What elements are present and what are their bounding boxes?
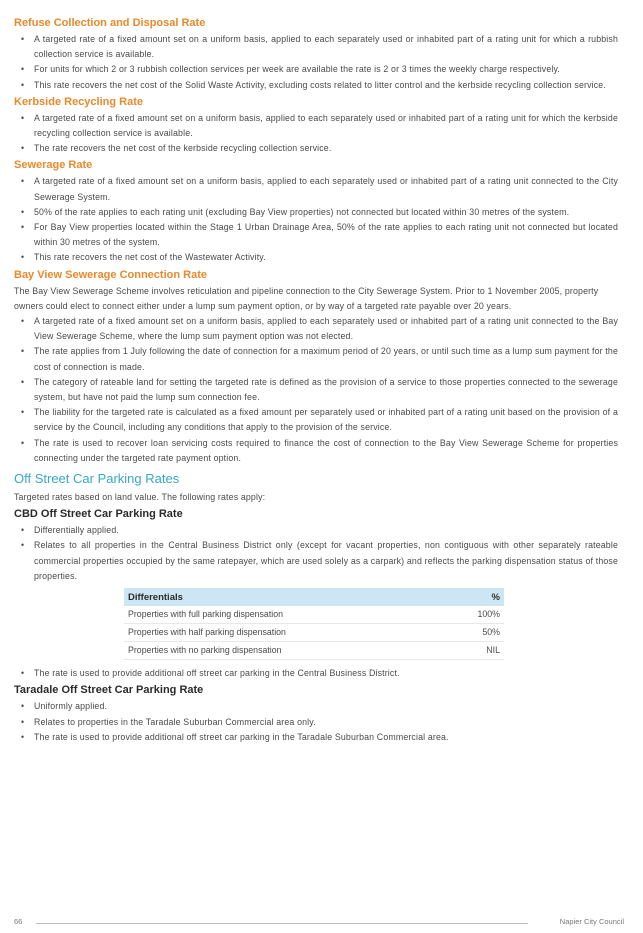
bayview-intro: The Bay View Sewerage Scheme involves reticulation and pipeline connection to the City Sewerage System. Prior to 1 November 2005, property owners could elect to connect either under a lump sum payment option, or by way of a targeted rate payable over 20 years. [14,285,599,311]
list-cbd-parking [14,523,618,584]
heading-taradale-parking: Taradale Off Street Car Parking Rate [14,684,204,697]
list-item: • 50% of the rate applies to each rating unit (excluding Bay View properties) not connected but located within 30 metres of the system. [34,205,618,220]
list-sewerage [14,174,618,265]
header-differentials: Differentials [124,588,445,606]
list-item: • The rate applies from 1 July following the date of connection for a maximum period of 20 years, or until such time as a lump sum payment for the cost of connection is made. [34,344,618,374]
list-item: • The rate recovers the net cost of the kerbside recycling collection service. [34,141,618,156]
list-kerbside [14,111,618,157]
table-row [124,606,504,624]
table-cell: NIL [445,642,504,660]
list-item: • The rate is used to recover loan servicing costs required to finance the cost of connection to the Bay View Sewerage Scheme for properties connecting under the targeted rate payment option. [34,436,618,466]
table-row [124,624,504,642]
table-cell: 50% [445,624,504,642]
list-item: • This rate recovers the net cost of the Solid Waste Activity, excluding costs related to litter control and the kerbside recycling collection service. [34,78,618,93]
list-bayview [14,314,618,466]
heading-bayview: Bay View Sewerage Connection Rate [14,268,207,281]
table-row [124,642,504,660]
page-footer [14,917,624,929]
list-item: • Uniformly applied. [34,699,618,714]
list-item: • Relates to properties in the Taradale Suburban Commercial area only. [34,715,618,730]
header-percent: % [445,588,504,606]
list-item: • For Bay View properties located within the Stage 1 Urban Drainage Area, 50% of the rate applies to each rating unit not connected but located within 30 metres of the system. [34,220,618,250]
list-item: • The rate is used to provide additional off street car parking in the Taradale Suburban Commercial area. [34,730,618,745]
page-number: 66 [14,917,23,926]
heading-refuse: Refuse Collection and Disposal Rate [14,17,206,29]
list-item: • Differentially applied. [34,523,618,538]
table-cell: Properties with full parking dispensation [124,606,445,624]
list-refuse [14,32,618,93]
table-cell: 100% [445,606,504,624]
list-item: • The rate is used to provide additional off street car parking in the Central Business District. [34,666,618,681]
differentials-table [124,588,504,660]
table-cell: Properties with no parking dispensation [124,642,445,660]
document-page [14,14,618,745]
list-item: • The liability for the targeted rate is calculated as a fixed amount per separately used or inhabited part of a rating unit based on the provision of a service by the Council, including any conditions that apply to the provision of the service. [34,405,618,435]
table-header-row [124,588,504,606]
list-item: • This rate recovers the net cost of the Wastewater Activity. [34,250,618,265]
list-item: • The category of rateable land for setting the targeted rate is defined as the provision of a service to those properties connected to the sewerage system, but have not paid the lump sum connection fee. [34,375,618,405]
list-item: • A targeted rate of a fixed amount set on a uniform basis, applied to each separately used or inhabited part of a rating unit for which a rubbish collection service is available. [34,32,618,62]
organisation-name: Napier City Council [559,917,624,926]
list-taradale-parking [14,699,618,745]
heading-parking: Off Street Car Parking Rates [14,471,180,487]
list-item: • A targeted rate of a fixed amount set on a uniform basis, applied to each separately used or inhabited part of a rating unit connected to the Bay View Sewerage Scheme, where the lump sum payment option was not elected. [34,314,618,344]
footer-rule [36,923,528,924]
heading-kerbside: Kerbside Recycling Rate [14,95,143,108]
list-item: • Relates to all properties in the Central Business District only (except for vacant properties, non contiguous with other separately rateable commercial properties occupied by the same ratepayer, which are used solely as a carpark) and reflects the parking dispensation status of those properties. [34,538,618,584]
list-item: • A targeted rate of a fixed amount set on a uniform basis, applied to each separately used or inhabited part of a rating unit for which the kerbside recycling collection service is available. [34,111,618,141]
list-cbd-after [14,666,618,681]
parking-intro: Targeted rates based on land value. The following rates apply: [14,492,266,503]
list-item: • For units for which 2 or 3 rubbish collection services per week are available the rate is 2 or 3 times the weekly charge respectively. [34,62,618,77]
table-cell: Properties with half parking dispensation [124,624,445,642]
heading-sewerage: Sewerage Rate [14,159,93,172]
heading-cbd-parking: CBD Off Street Car Parking Rate [14,508,183,521]
list-item: • A targeted rate of a fixed amount set on a uniform basis, applied to each separately used or inhabited part of a rating unit connected to the City Sewerage System. [34,174,618,204]
